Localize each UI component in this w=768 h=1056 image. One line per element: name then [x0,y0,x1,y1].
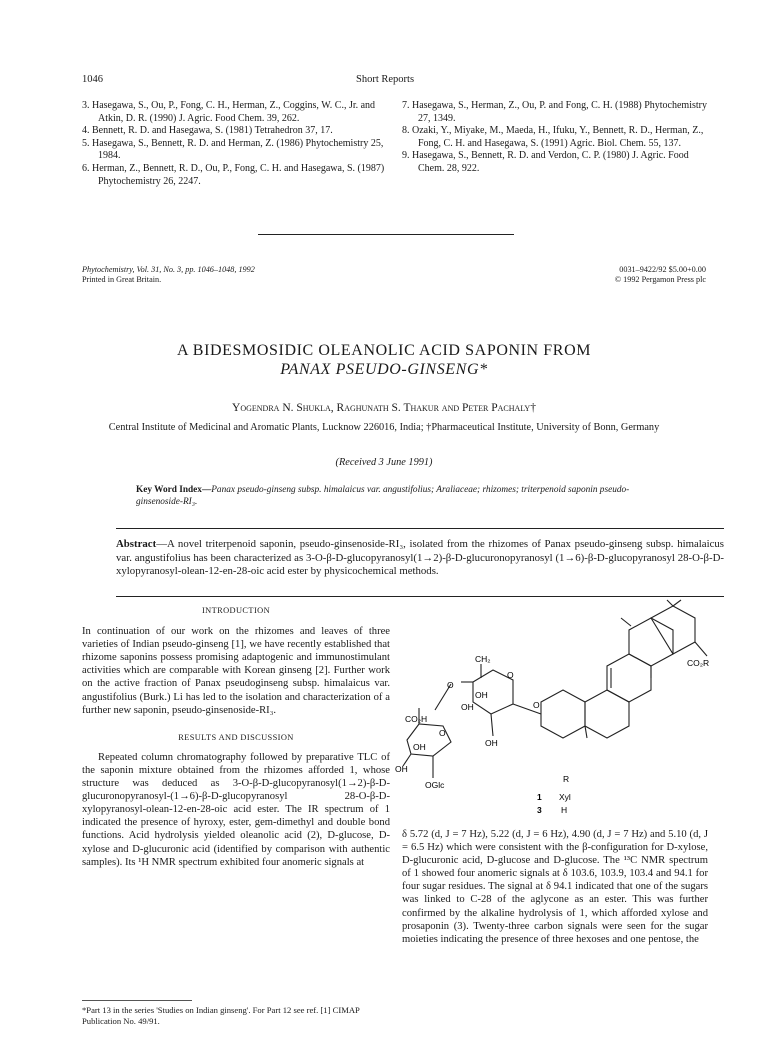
paragraph: Repeated column chromatography followed by preparative TLC of the saponin mixture obtained from the rhizomes afforded 1, whose structure was deduced as 3-O-β-D-glucopyranosyl(1→2)-β-D-glucuronopyranosyl-(1→6)-β-D-glucopyranosyl 28-O-β-D-xylopyranosyl-olean-12-en-28-oic acid ester. The IR spectrum of 1 indicated the presence of hyroxy, ester, gem-dimethyl and double bond functions. Acid hydrolysis yielded oleanolic acid (2), D-glucose, D-xylose and D-glucuronic acid (identified by comparison with authentic samples). Its ¹H NMR spectrum exhibited four anomeric signals at [82,751,390,868]
page-number: 1046 [82,74,103,85]
reference-item: 5. Hasegawa, S., Bennett, R. D. and Herman, Z. (1986) Phytochemistry 25, 1984. [82,137,384,162]
journal-citation: Phytochemistry, Vol. 31, No. 3, pp. 1046–1048, 1992 Printed in Great Britain. [82,265,255,284]
reference-item: 3. Hasegawa, S., Ou, P., Fong, C. H., Herman, Z., Coggins, W. C., Jr. and Atkin, D. R. (1990) J. Agric. Food Chem. 39, 262. [82,100,376,124]
divider [116,596,724,597]
affiliation: Central Institute of Medicinal and Aromatic Plants, Lucknow 226016, India; †Pharmaceutical Institute, University of Bonn, Germany [108,422,660,433]
footnote: *Part 13 in the series 'Studies on Indian ginseng'. For Part 12 see ref. [1] CIMAP Publication No. 49/91. [82,1005,360,1026]
journal-copyright: 0031–9422/92 $5.00+0.00 © 1992 Pergamon Press plc [614,265,706,284]
divider [116,528,724,529]
reference-item: 7. Hasegawa, S., Herman, Z., Ou, P. and Fong, C. H. (1988) Phytochemistry 27, 1349. [402,100,707,124]
figure-label: O [439,728,446,738]
references-left [82,100,390,188]
table-header: R [563,774,570,784]
references-right [402,100,708,176]
paragraph: δ 5.72 (d, J = 7 Hz), 5.22 (d, J = 6 Hz), 4.90 (d, J = 7 Hz) and 5.10 (d, J = 6.5 Hz) which were consistent with the β-configuration for D-xylose, D-glucuronic acid, D-glucose and D-glucose. The ¹³C NMR spectrum of 1 showed four anomeric signals at δ 103.6, 103.9, 103.4 and 94.1 for four sugar residues. The signal at δ 94.1 indicated that one of the sugars was linked to C-28 of the aglycone as an ester. This was further confirmed by the alkaline hydrolysis of 1, which afforded xylose and prosaponin (3). Twenty-three carbon signals were seen for the sugar moieties indicating the presence of three hexoses and one pentose, the [402,829,708,945]
figure-label: CO₂R [687,658,710,668]
ring-a [541,690,585,738]
abstract: Abstract—A novel triterpenoid saponin, pseudo-ginsenoside-RI₃, isolated from the rhizomes of Panax pseudo-ginseng subsp. himalaicus var. angustifolius has been characterized as 3-O-β-D-glucopyranosyl(1→2)-β-D-glucuronopyranosyl (1→6)-β-D-glucopyranosyl 28-O-β-D-xylopyranosyl-olean-12-en-28-oic acid ester by physicochemical methods. [116,538,724,577]
running-header: Short Reports [356,74,415,85]
reference-item: 6. Herman, Z., Bennett, R. D., Ou, P., Fong, C. H. and Hasegawa, S. (1987) Phytochemistry 26, 2247. [82,162,385,187]
divider [258,234,514,235]
ring-d [629,618,673,666]
chemical-structure [395,598,715,816]
figure-label: OH [485,738,498,748]
figure-label: CH₂ [475,654,491,664]
figure-label: O [447,680,454,690]
figure-label: OGlc [425,780,445,790]
paragraph: In continuation of our work on the rhizomes and leaves of three varieties of Indian pseudo-ginseng [1], we have recently established that rhizome saponins possess promising adaptogenic and immunostimulant activities which are comparable with Korean ginseng [2]. Further work on the active fraction of Panax pseudoginseng subsp. himalaicus var. angustifolius (Burk.) Li has led to the isolation and characterization of a further new saponin, pseudo-ginsenoside-RI₃. [82,626,390,716]
substituent: Xyl [559,792,571,802]
keywords: Key Word Index—Panax pseudo-ginseng subsp. himalaicus var. angustifolius; Araliaceae; rhizomes; triterpenoid saponin pseudo-ginsenoside-RI₃. [136,485,630,507]
article-title: A BIDESMOSIDIC OLEANOLIC ACID SAPONIN FROM PANAX PSEUDO-GINSENG* [176,342,592,378]
right-column [402,828,708,946]
authors: Yogendra N. Shukla, Raghunath S. Thakur and Peter Pachaly† [232,402,536,414]
compound-number: 3 [537,805,542,815]
ring-b [585,690,629,738]
figure-label: O [507,670,514,680]
figure-label: OH [395,764,408,774]
section-heading: RESULTS AND DISCUSSION [178,732,294,742]
substituent: H [561,805,568,815]
received-date: (Received 3 June 1991) [335,457,433,468]
left-column [82,604,390,869]
figure-label: OH [461,702,474,712]
figure-label: OH [413,742,426,752]
footnote-rule [82,1000,192,1001]
figure-label: CO₂H [405,714,428,724]
section-heading: INTRODUCTION [201,606,271,615]
ring-c [607,654,651,702]
compound-number: 1 [537,792,542,802]
reference-item: 4. Bennett, R. D. and Hasegawa, S. (1981) Tetrahedron 37, 17. [82,125,333,137]
figure-label: OH [475,690,488,700]
figure-label: O [533,700,540,710]
reference-item: 8. Ozaki, Y., Miyake, M., Maeda, H., Ifuku, Y., Bennett, R. D., Herman, Z., Fong, C. H. and Hasegawa, S. (1991) Agric. Biol. Chem. 55, 137. [402,125,704,149]
reference-item: 9. Hasegawa, S., Bennett, R. D. and Verdon, C. P. (1980) J. Agric. Food Chem. 28, 922. [402,150,689,174]
